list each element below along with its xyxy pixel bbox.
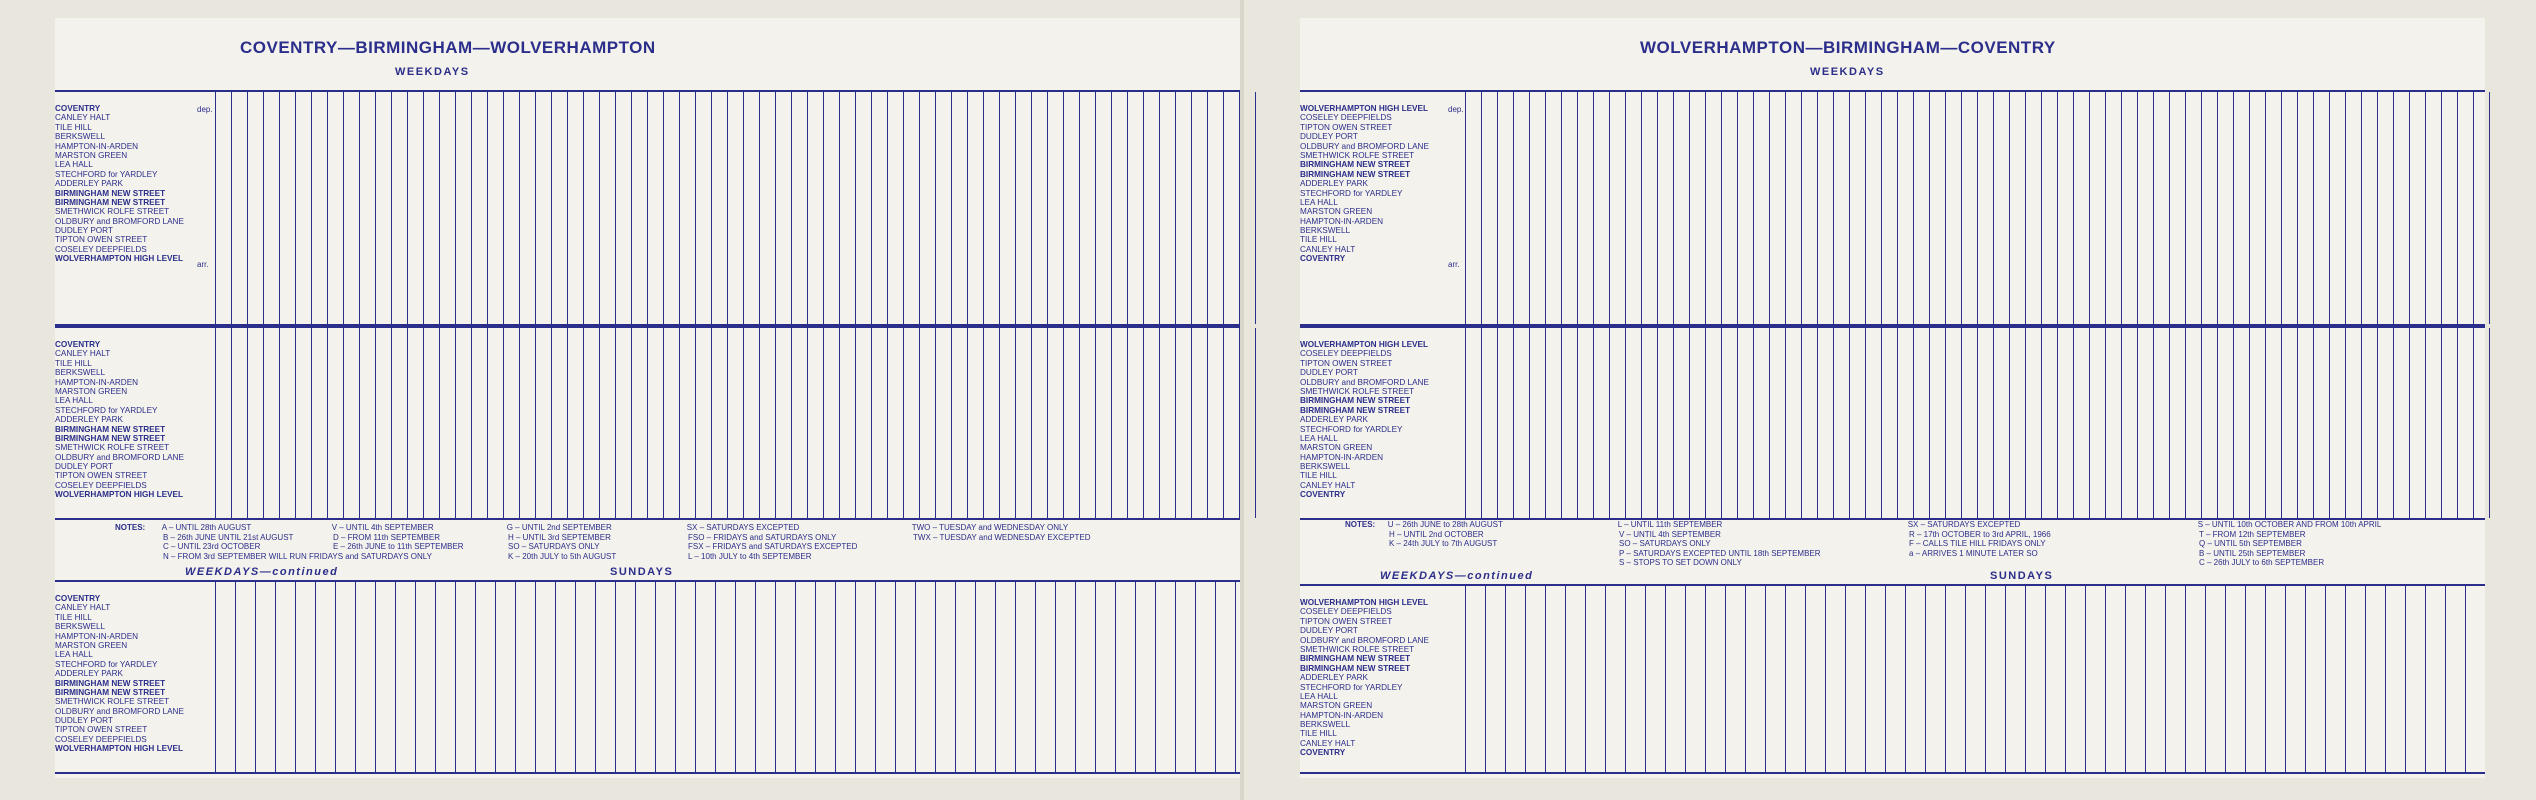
weekdays-heading: WEEKDAYS (1810, 66, 1885, 78)
station-name: TILE HILL (55, 612, 92, 622)
station-name: BIRMINGHAM NEW STREET (55, 424, 166, 434)
notes-block (1345, 520, 2381, 568)
station-name: MARSTON GREEN (1300, 443, 1373, 453)
station-name: HAMPTON-IN-ARDEN (1300, 216, 1384, 226)
note: R – 17th OCTOBER to 3rd APRIL, 1966 (1909, 529, 2051, 539)
note: a – ARRIVES 1 MINUTE LATER SO (1909, 548, 2038, 558)
station-name: BERKSWELL (55, 132, 106, 142)
station-name: COVENTRY (55, 594, 101, 603)
station-name: CANLEY HALT (55, 349, 111, 359)
station-name: BIRMINGHAM NEW STREET (55, 188, 166, 198)
station-name: WOLVERHAMPTON HIGH LEVEL (1300, 104, 1428, 113)
note: FSX – FRIDAYS and SATURDAYS EXCEPTED (688, 542, 858, 551)
station-name: SMETHWICK ROLFE STREET (1300, 644, 1415, 654)
station-name: OLDBURY and BROMFORD LANE (55, 216, 184, 226)
sundays-heading: SUNDAYS (1990, 570, 2054, 582)
time-columns (1465, 328, 2505, 518)
station-name: TIPTON OWEN STREET (1300, 616, 1393, 626)
weekdays-table-2 (55, 326, 1240, 520)
station-name: BERKSWELL (1300, 226, 1351, 236)
note: L – UNTIL 11th SEPTEMBER (1617, 520, 1723, 529)
station-name: ADDERLEY PARK (1300, 415, 1368, 425)
station-name: COVENTRY (1300, 254, 1346, 264)
note: P – SATURDAYS EXCEPTED UNTIL 18th SEPTEMBER (1619, 548, 1821, 558)
note: F – CALLS TILE HILL FRIDAYS ONLY (1909, 539, 2046, 548)
time-columns (1465, 586, 2485, 772)
time-columns (1465, 92, 2505, 324)
station-name: DUDLEY PORT (1300, 626, 1358, 636)
note: K – 24th JULY to 7th AUGUST (1389, 539, 1498, 548)
station-name: HAMPTON-IN-ARDEN (1300, 710, 1384, 720)
station-name: SMETHWICK ROLFE STREET (55, 697, 170, 707)
note: B – UNTIL 25th SEPTEMBER (2199, 548, 2306, 558)
notes-label: NOTES: (115, 523, 146, 532)
station-name: DUDLEY PORT (55, 226, 113, 236)
station-name: TIPTON OWEN STREET (55, 725, 148, 735)
station-name: SMETHWICK ROLFE STREET (1300, 386, 1415, 396)
timetable-wolverhampton-coventry (1300, 18, 2485, 778)
arr-label: arr. (1448, 260, 1460, 269)
dep-label: dep. (197, 105, 213, 114)
station-name: STECHFORD for YARDLEY (1300, 424, 1403, 434)
station-name: OLDBURY and BROMFORD LANE (1300, 377, 1429, 387)
note: SX – SATURDAYS EXCEPTED (686, 523, 800, 532)
weekdays-continued-heading: WEEKDAYS—continued (1380, 570, 1534, 582)
note: H – UNTIL 2nd OCTOBER (1389, 529, 1484, 539)
station-list (1300, 104, 1429, 264)
station-name: ADDERLEY PARK (55, 669, 123, 679)
station-name: CANLEY HALT (55, 603, 111, 613)
station-name: BERKSWELL (1300, 462, 1351, 472)
weekdays-continued-heading: WEEKDAYS—continued (185, 566, 339, 578)
notes-block (115, 523, 1091, 561)
station-name: STECHFORD for YARDLEY (55, 169, 158, 179)
station-name: STECHFORD for YARDLEY (55, 405, 158, 415)
note: FSO – FRIDAYS and SATURDAYS ONLY (688, 532, 837, 542)
station-name: BIRMINGHAM NEW STREET (1300, 663, 1411, 673)
note: TWO – TUESDAY and WEDNESDAY ONLY (911, 523, 1069, 532)
note: TWX – TUESDAY and WEDNESDAY EXCEPTED (913, 532, 1091, 542)
station-name: OLDBURY and BROMFORD LANE (55, 706, 184, 716)
station-name: STECHFORD for YARDLEY (1300, 188, 1403, 198)
note: V – UNTIL 4th SEPTEMBER (1619, 529, 1721, 539)
station-name: COVENTRY (1300, 490, 1346, 500)
station-name: COSELEY DEEPFIELDS (55, 244, 147, 254)
page-title: WOLVERHAMPTON—BIRMINGHAM—COVENTRY (1640, 38, 2056, 57)
station-name: BIRMINGHAM NEW STREET (1300, 405, 1411, 415)
station-name: ADDERLEY PARK (1300, 179, 1368, 189)
time-columns (215, 92, 1271, 324)
weekdays-sundays-table (1300, 584, 2485, 774)
page-title: COVENTRY—BIRMINGHAM—WOLVERHAMPTON (240, 38, 656, 57)
station-name: BERKSWELL (1300, 720, 1351, 730)
station-name: OLDBURY and BROMFORD LANE (55, 452, 184, 462)
station-name: HAMPTON-IN-ARDEN (1300, 452, 1384, 462)
station-name: CANLEY HALT (1300, 738, 1356, 748)
note: H – UNTIL 3rd SEPTEMBER (508, 532, 611, 542)
station-name: TIPTON OWEN STREET (1300, 358, 1393, 368)
station-name: ADDERLEY PARK (55, 415, 123, 425)
station-name: COVENTRY (1300, 748, 1346, 758)
station-name: WOLVERHAMPTON HIGH LEVEL (1300, 340, 1428, 349)
station-name: LEA HALL (1300, 433, 1338, 443)
station-name: BIRMINGHAM NEW STREET (1300, 654, 1411, 664)
station-name: COVENTRY (55, 104, 101, 113)
note: Q – UNTIL 5th SEPTEMBER (2199, 539, 2302, 548)
station-name: BIRMINGHAM NEW STREET (1300, 396, 1411, 406)
station-name: SMETHWICK ROLFE STREET (1300, 150, 1415, 160)
station-name: HAMPTON-IN-ARDEN (55, 631, 139, 641)
station-name: BIRMINGHAM NEW STREET (55, 687, 166, 697)
station-name: MARSTON GREEN (55, 386, 128, 396)
station-name: COSELEY DEEPFIELDS (55, 480, 147, 490)
station-name: HAMPTON-IN-ARDEN (55, 377, 139, 387)
station-name: BIRMINGHAM NEW STREET (55, 197, 166, 207)
station-name: ADDERLEY PARK (1300, 673, 1368, 683)
station-name: DUDLEY PORT (1300, 132, 1358, 142)
station-name: BERKSWELL (55, 622, 106, 632)
timetable-coventry-wolverhampton (55, 18, 1240, 778)
station-name: LEA HALL (55, 160, 93, 170)
weekdays-table-1 (1300, 90, 2485, 326)
station-name: LEA HALL (55, 650, 93, 660)
station-name: CANLEY HALT (1300, 480, 1356, 490)
weekdays-table-1 (55, 90, 1240, 326)
station-name: STECHFORD for YARDLEY (1300, 682, 1403, 692)
station-list (1300, 598, 1429, 758)
station-name: SMETHWICK ROLFE STREET (55, 443, 170, 453)
note: K – 20th JULY to 5th AUGUST (508, 551, 617, 561)
station-name: BIRMINGHAM NEW STREET (1300, 169, 1411, 179)
station-name: DUDLEY PORT (55, 716, 113, 726)
note: C – 26th JULY to 6th SEPTEMBER (2199, 558, 2325, 567)
note: V – UNTIL 4th SEPTEMBER (331, 523, 434, 532)
notes-label: NOTES: (1345, 520, 1376, 529)
station-name: WOLVERHAMPTON HIGH LEVEL (55, 254, 183, 264)
weekdays-heading: WEEKDAYS (395, 66, 470, 78)
station-name: WOLVERHAMPTON HIGH LEVEL (1300, 598, 1428, 607)
note: D – FROM 11th SEPTEMBER (333, 532, 440, 542)
station-list (55, 594, 184, 754)
note: N – FROM 3rd SEPTEMBER WILL RUN FRIDAYS and SATURDAYS ONLY (163, 551, 432, 561)
time-columns (215, 328, 1271, 518)
station-name: TIPTON OWEN STREET (55, 235, 148, 245)
station-name: COSELEY DEEPFIELDS (1300, 113, 1392, 123)
station-name: CANLEY HALT (1300, 244, 1356, 254)
station-name: MARSTON GREEN (55, 640, 128, 650)
station-name: MARSTON GREEN (1300, 701, 1373, 711)
station-name: TIPTON OWEN STREET (1300, 122, 1393, 132)
station-name: WOLVERHAMPTON HIGH LEVEL (55, 490, 183, 500)
station-name: ADDERLEY PARK (55, 179, 123, 189)
station-name: TIPTON OWEN STREET (55, 471, 148, 481)
station-name: BERKSWELL (55, 368, 106, 378)
station-list (1300, 340, 1429, 500)
station-name: COSELEY DEEPFIELDS (55, 734, 147, 744)
note: SO – SATURDAYS ONLY (1619, 539, 1711, 548)
station-name: LEA HALL (55, 396, 93, 406)
note: B – 26th JUNE UNTIL 21st AUGUST (163, 532, 294, 542)
weekdays-sundays-table (55, 580, 1240, 774)
note: L – 10th JULY to 4th SEPTEMBER (688, 551, 812, 561)
station-list (55, 104, 184, 264)
station-list (55, 340, 184, 500)
station-name: BIRMINGHAM NEW STREET (55, 433, 166, 443)
note: G – UNTIL 2nd SEPTEMBER (506, 523, 612, 532)
time-columns (215, 582, 1255, 772)
station-name: BIRMINGHAM NEW STREET (1300, 160, 1411, 170)
station-name: TILE HILL (55, 358, 92, 368)
station-name: DUDLEY PORT (55, 462, 113, 472)
note: T – FROM 12th SEPTEMBER (2199, 529, 2306, 539)
note: A – UNTIL 28th AUGUST (161, 523, 252, 532)
note: S – STOPS TO SET DOWN ONLY (1619, 558, 1742, 567)
weekdays-table-2 (1300, 326, 2485, 520)
note: C – UNTIL 23rd OCTOBER (163, 542, 261, 551)
dep-label: dep. (1448, 105, 1464, 114)
station-name: COSELEY DEEPFIELDS (1300, 349, 1392, 359)
station-name: LEA HALL (1300, 691, 1338, 701)
note: U – 26th JUNE to 28th AUGUST (1387, 520, 1503, 529)
station-name: DUDLEY PORT (1300, 368, 1358, 378)
station-name: TILE HILL (55, 122, 92, 132)
station-name: BIRMINGHAM NEW STREET (55, 678, 166, 688)
note: E – 26th JUNE to 11th SEPTEMBER (333, 542, 464, 551)
arr-label: arr. (197, 260, 209, 269)
note: S – UNTIL 10th OCTOBER AND FROM 10th APRIL (2197, 520, 2382, 529)
station-name: OLDBURY and BROMFORD LANE (1300, 141, 1429, 151)
station-name: OLDBURY and BROMFORD LANE (1300, 635, 1429, 645)
station-name: COSELEY DEEPFIELDS (1300, 607, 1392, 617)
note: SX – SATURDAYS EXCEPTED (1907, 520, 2021, 529)
station-name: CANLEY HALT (55, 113, 111, 123)
station-name: WOLVERHAMPTON HIGH LEVEL (55, 744, 183, 754)
station-name: MARSTON GREEN (1300, 207, 1373, 217)
station-name: LEA HALL (1300, 197, 1338, 207)
note: SO – SATURDAYS ONLY (508, 542, 600, 551)
station-name: TILE HILL (1300, 235, 1337, 245)
station-name: TILE HILL (1300, 729, 1337, 739)
station-name: HAMPTON-IN-ARDEN (55, 141, 139, 151)
station-name: COVENTRY (55, 340, 101, 349)
station-name: MARSTON GREEN (55, 150, 128, 160)
station-name: STECHFORD for YARDLEY (55, 659, 158, 669)
sundays-heading: SUNDAYS (610, 566, 674, 578)
station-name: SMETHWICK ROLFE STREET (55, 207, 170, 217)
station-name: TILE HILL (1300, 471, 1337, 481)
